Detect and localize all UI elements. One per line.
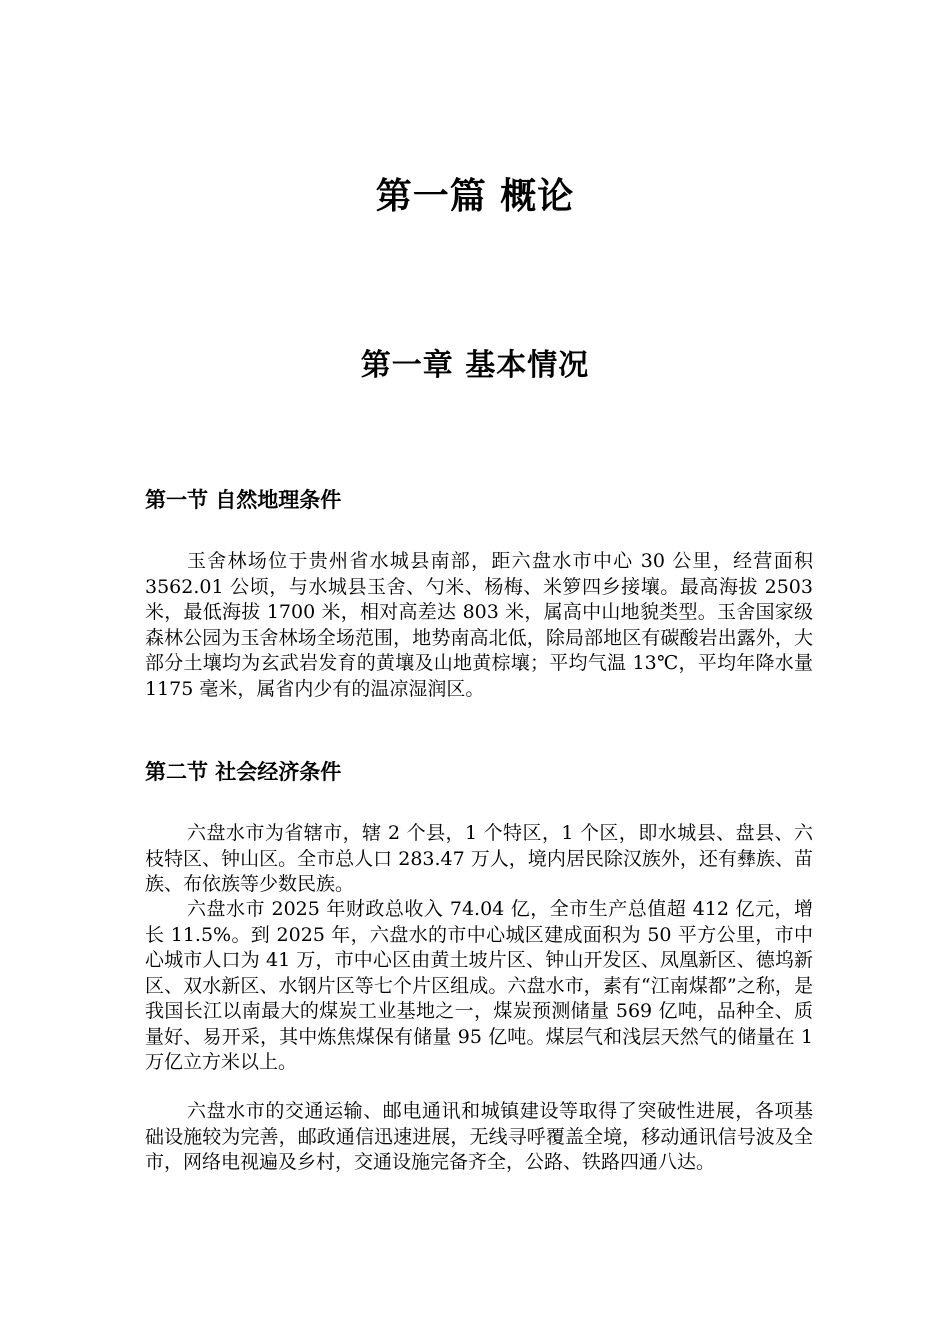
section-title-natural-geography: 第一节 自然地理条件	[145, 488, 342, 512]
part-title: 第一篇 概论	[375, 176, 575, 217]
section-title-socioeconomic: 第二节 社会经济条件	[145, 760, 342, 784]
paragraph-administration: 六盘水市为省辖市，辖 2 个县，1 个特区，1 个区，即水城县、盘县、六枝特区、钟山区。全市总人口 283.47 万人，境内居民除汉族外，还有彝族、苗族、布依族等少数民族。	[145, 822, 813, 895]
paragraph-natural-geography: 玉舍林场位于贵州省水城县南部，距六盘水市中心 30 公里，经营面积 3562.01 公顷，与水城县玉舍、勺米、杨梅、米箩四乡接壤。最高海拔 2503 米，最低海拔 1700 米，相对高差达 803 米，属高中山地貌类型。玉舍国家级森林公园为玉舍林场全场范围，地势南高北低，除局部地区有碳酸岩出露外，大部分土壤均为玄武岩发育的黄壤及山地黄棕壤；平均气温 13℃，平均年降水量 1175 毫米，属省内少有的温凉湿润区。	[145, 550, 813, 700]
chapter-title: 第一章 基本情况	[360, 348, 590, 383]
paragraph-economy: 六盘水市 2025 年财政总收入 74.04 亿，全市生产总值超 412 亿元，增长 11.5%。到 2025 年，六盘水的市中心城区建成面积为 50 平方公里，市中心城市人口为 41 万，市中心区由黄土坡片区、钟山开发区、凤凰新区、德坞新区、双水新区、水钢片区等七个片区组成。六盘水市，素有“江南煤都”之称，是我国长江以南最大的煤炭工业基地之一，煤炭预测储量 569 亿吨，品种全、质量好、易开采，其中炼焦煤保有储量 95 亿吨。煤层气和浅层天然气的储量在 1 万亿立方米以上。	[145, 898, 813, 1073]
paragraph-infrastructure: 六盘水市的交通运输、邮电通讯和城镇建设等取得了突破性进展，各项基础设施较为完善，邮政通信迅速进展，无线寻呼覆盖全境，移动通讯信号波及全市，网络电视遍及乡村，交通设施完备齐全，公路、铁路四通八达。	[145, 1100, 813, 1173]
